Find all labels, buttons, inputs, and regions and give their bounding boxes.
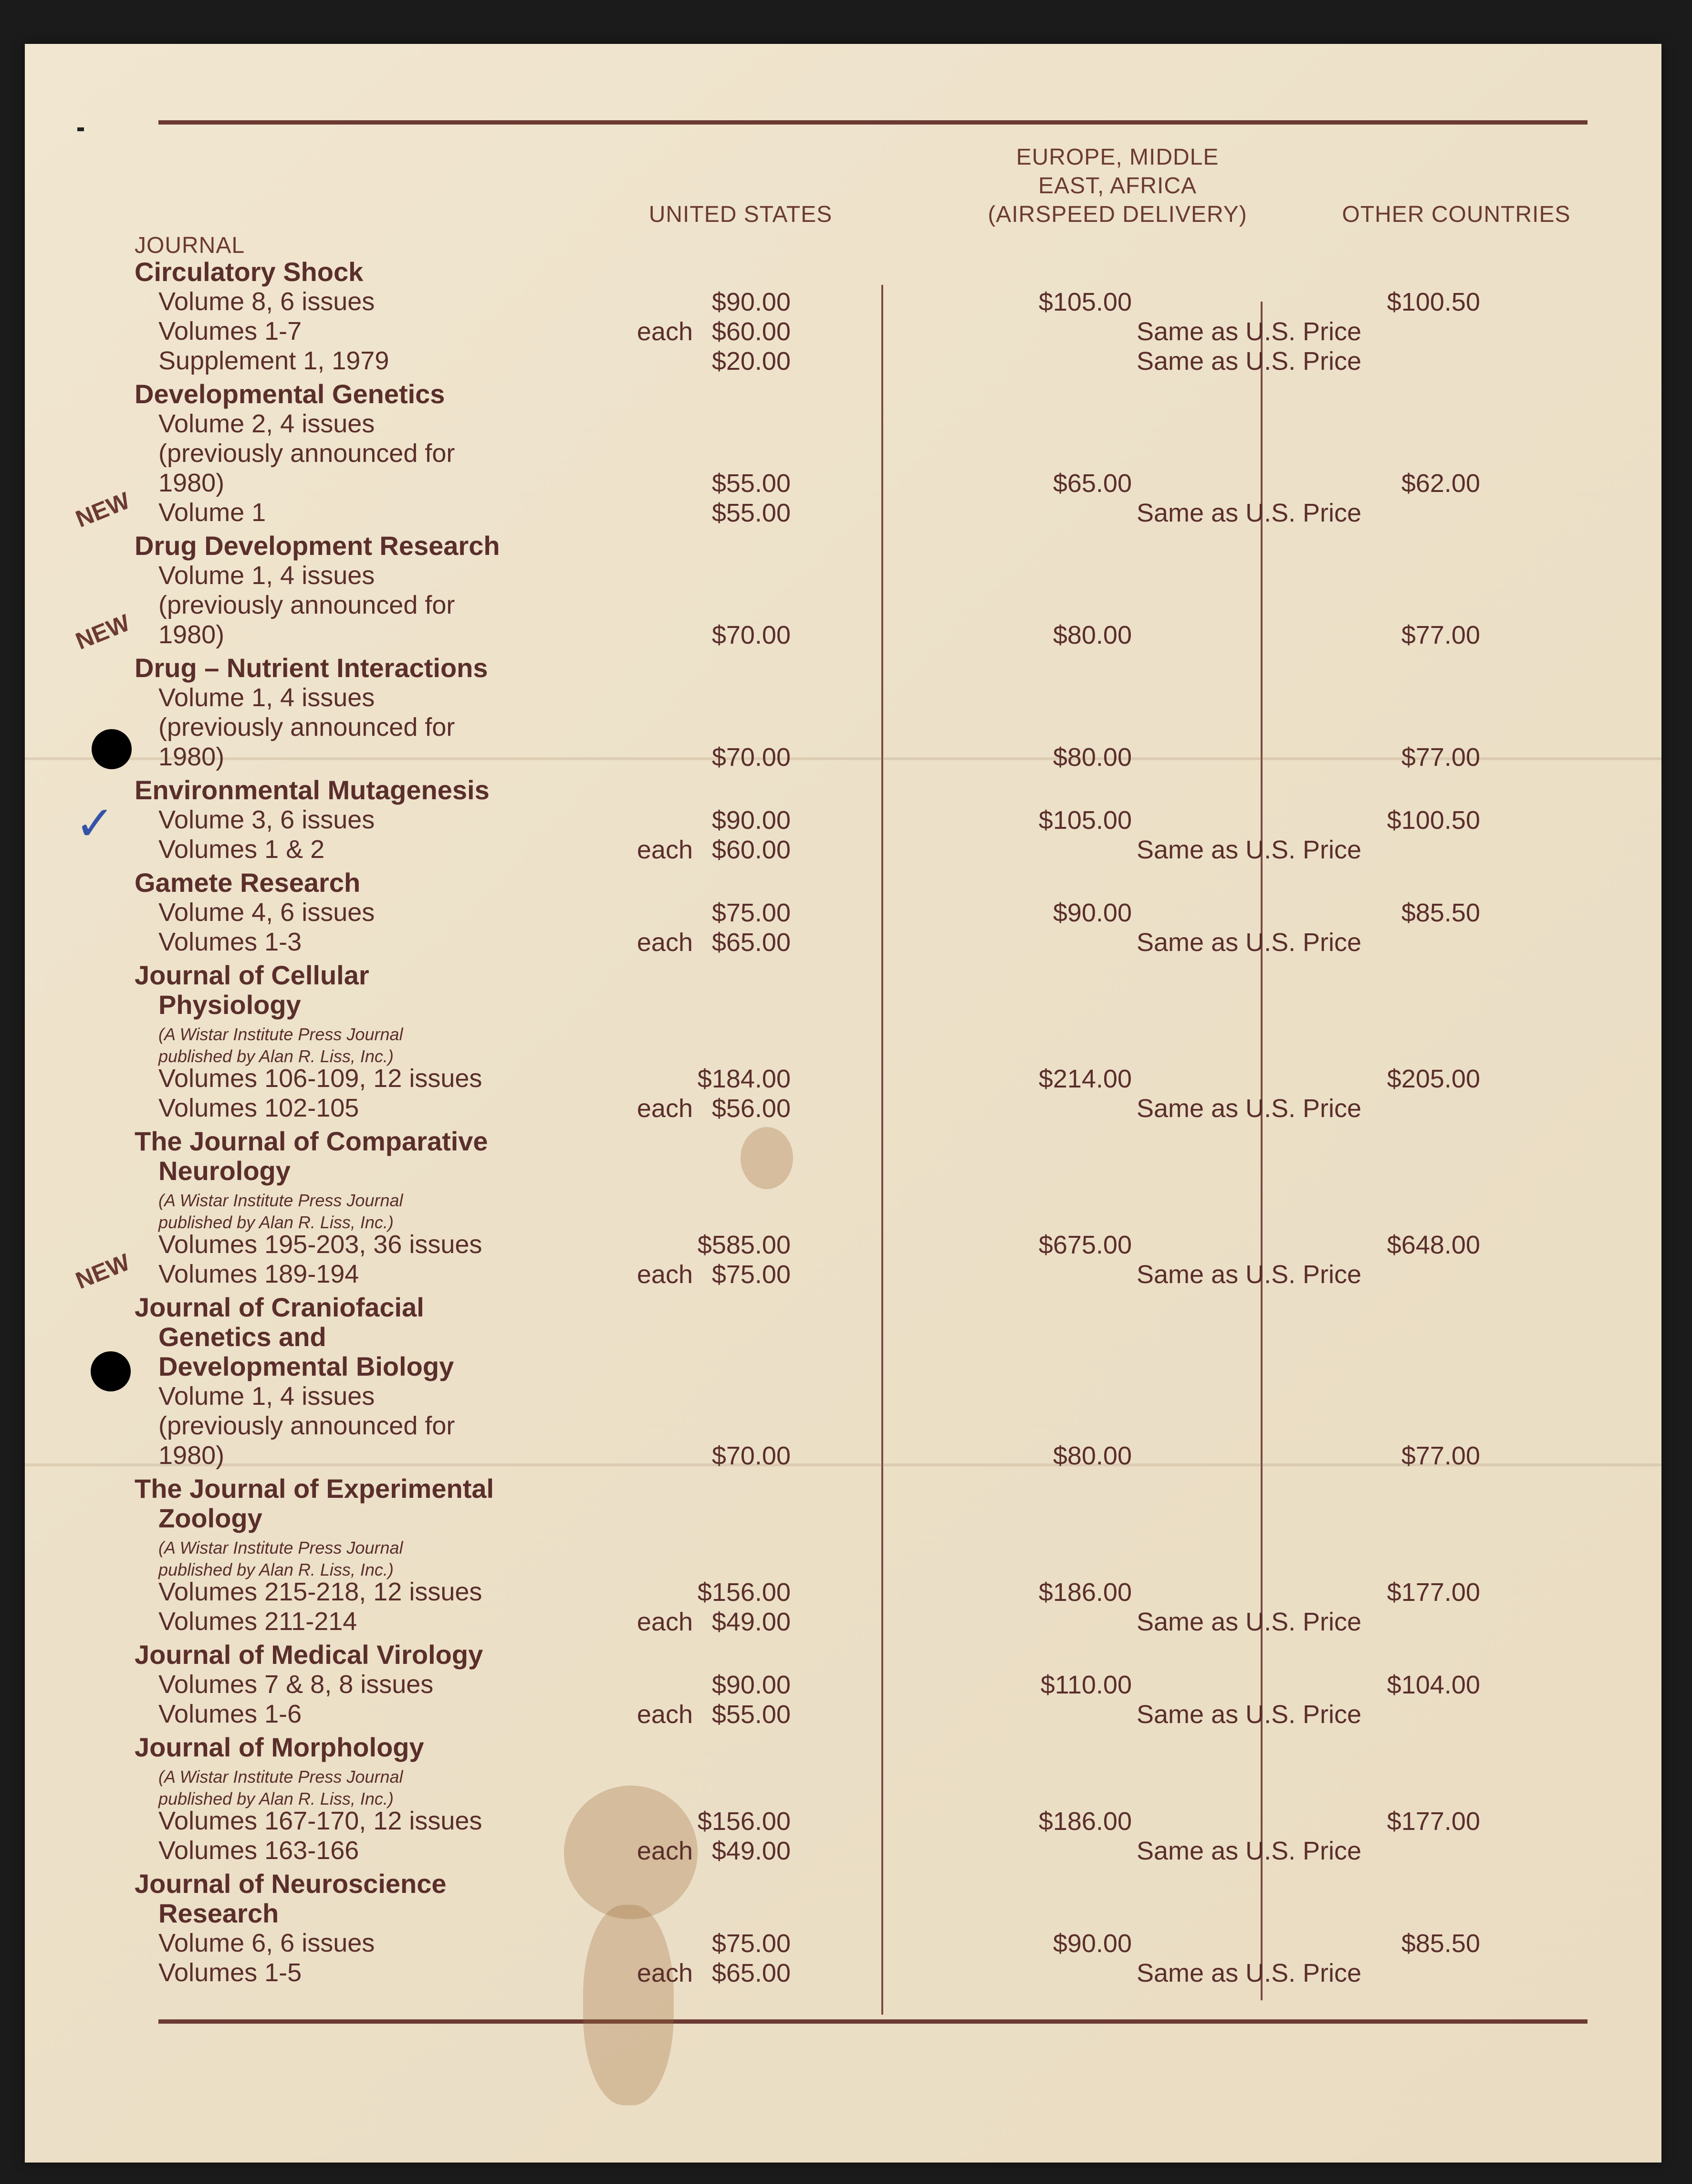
- each-label: each: [637, 317, 693, 346]
- header-other-countries: OTHER COUNTRIES: [1342, 202, 1571, 227]
- volume-line: Volumes 102-105: [158, 1094, 359, 1122]
- price-us: $49.00: [711, 1837, 791, 1865]
- mark: [77, 127, 84, 131]
- new-badge: NEW: [72, 487, 134, 533]
- price-us: $90.00: [711, 288, 791, 316]
- price-us: $70.00: [711, 1442, 791, 1470]
- same-as-us-price: Same as U.S. Price: [1137, 836, 1362, 864]
- header-europe-line2: EAST, AFRICA: [1038, 173, 1197, 199]
- volume-line: Volumes 106-109, 12 issues: [158, 1064, 482, 1093]
- price-us: $56.00: [711, 1094, 791, 1123]
- header-united-states: UNITED STATES: [648, 202, 833, 227]
- price-us: $55.00: [711, 1700, 791, 1729]
- price-other: $62.00: [1401, 469, 1480, 498]
- volume-line: Volume 3, 6 issues: [158, 805, 375, 834]
- same-as-us-price: Same as U.S. Price: [1137, 1260, 1362, 1289]
- journal-title-cont: Zoology: [158, 1503, 262, 1533]
- price-us: $70.00: [711, 743, 791, 772]
- publisher-note: (A Wistar Institute Press Journal: [158, 1191, 403, 1210]
- top-rule: [158, 120, 1588, 125]
- price-europe: $186.00: [1038, 1578, 1132, 1607]
- volume-line: 1980): [158, 469, 225, 497]
- price-us: $75.00: [711, 1260, 791, 1289]
- each-label: each: [637, 1959, 693, 1987]
- price-europe: $214.00: [1038, 1065, 1132, 1093]
- volume-line: Volumes 189-194: [158, 1260, 359, 1288]
- price-us: $156.00: [697, 1807, 791, 1836]
- header-journal: JOURNAL: [135, 233, 245, 258]
- same-as-us-price: Same as U.S. Price: [1137, 1608, 1362, 1636]
- same-as-us-price: Same as U.S. Price: [1137, 928, 1362, 957]
- price-europe: $105.00: [1038, 288, 1132, 316]
- journal-title: Circulatory Shock: [135, 257, 364, 287]
- volume-line: Volumes 1-3: [158, 928, 302, 956]
- check-mark-icon: ✓: [75, 795, 115, 851]
- same-as-us-price: Same as U.S. Price: [1137, 347, 1362, 376]
- price-other: $205.00: [1387, 1065, 1480, 1093]
- column-divider-right: [1261, 302, 1263, 2000]
- journal-title: Journal of Medical Virology: [135, 1640, 483, 1670]
- same-as-us-price: Same as U.S. Price: [1137, 317, 1362, 346]
- price-europe: $80.00: [1053, 743, 1132, 772]
- price-europe: $80.00: [1053, 1442, 1132, 1470]
- price-europe: $105.00: [1038, 806, 1132, 835]
- each-label: each: [637, 1837, 693, 1865]
- journal-title: Developmental Genetics: [135, 379, 445, 409]
- volume-line: 1980): [158, 620, 225, 649]
- volume-line: Supplement 1, 1979: [158, 346, 389, 375]
- volume-line: Volume 4, 6 issues: [158, 898, 375, 927]
- same-as-us-price: Same as U.S. Price: [1137, 499, 1362, 527]
- publisher-note: published by Alan R. Liss, Inc.): [158, 1789, 394, 1808]
- each-label: each: [637, 928, 693, 957]
- document-page: [25, 44, 1661, 2163]
- bottom-rule: [158, 2019, 1588, 2024]
- price-other: $177.00: [1387, 1807, 1480, 1836]
- price-us: $49.00: [711, 1608, 791, 1636]
- journal-title: The Journal of Experimental: [135, 1473, 494, 1504]
- volume-line: Volumes 1-6: [158, 1700, 302, 1728]
- volume-line: 1980): [158, 742, 225, 771]
- volume-line: Volume 1: [158, 498, 266, 527]
- price-other: $77.00: [1401, 1442, 1480, 1470]
- journal-title: Journal of Neuroscience: [135, 1869, 447, 1899]
- price-europe: $186.00: [1038, 1807, 1132, 1836]
- journal-title: Gamete Research: [135, 867, 361, 898]
- volume-line: Volumes 195-203, 36 issues: [158, 1230, 482, 1259]
- volume-line: Volume 1, 4 issues: [158, 561, 375, 590]
- header-europe-line1: EUROPE, MIDDLE: [1016, 145, 1219, 170]
- price-us: $60.00: [711, 836, 791, 864]
- same-as-us-price: Same as U.S. Price: [1137, 1959, 1362, 1987]
- volume-line: (previously announced for: [158, 439, 455, 468]
- price-europe: $110.00: [1040, 1671, 1132, 1699]
- journal-title-cont: Developmental Biology: [158, 1351, 454, 1381]
- journal-title: Journal of Craniofacial: [135, 1292, 424, 1322]
- price-europe: $675.00: [1038, 1231, 1132, 1259]
- volume-line: Volumes 163-166: [158, 1836, 359, 1865]
- journal-title-cont: Physiology: [158, 990, 301, 1020]
- price-europe: $90.00: [1053, 899, 1132, 927]
- journal-title-cont: Research: [158, 1898, 279, 1928]
- publisher-note: published by Alan R. Liss, Inc.): [158, 1560, 394, 1579]
- price-us: $75.00: [711, 899, 791, 927]
- price-us: $55.00: [711, 499, 791, 527]
- price-other: $177.00: [1387, 1578, 1480, 1607]
- publisher-note: (A Wistar Institute Press Journal: [158, 1538, 403, 1557]
- journal-title-cont: Neurology: [158, 1156, 291, 1186]
- price-other: $85.50: [1401, 1929, 1480, 1958]
- volume-line: Volume 8, 6 issues: [158, 287, 375, 316]
- volume-line: 1980): [158, 1441, 225, 1470]
- price-us: $90.00: [711, 1671, 791, 1699]
- journal-title-cont: Genetics and: [158, 1322, 326, 1352]
- volume-line: Volumes 167-170, 12 issues: [158, 1807, 482, 1835]
- journal-title: Environmental Mutagenesis: [135, 775, 490, 805]
- volume-line: Volume 1, 4 issues: [158, 683, 375, 712]
- price-other: $85.50: [1401, 899, 1480, 927]
- price-us: $55.00: [711, 469, 791, 498]
- price-other: $104.00: [1387, 1671, 1480, 1699]
- volume-line: Volumes 1-5: [158, 1958, 302, 1987]
- price-us: $20.00: [711, 347, 791, 376]
- each-label: each: [637, 1094, 693, 1123]
- volume-line: Volume 6, 6 issues: [158, 1929, 375, 1957]
- price-other: $100.50: [1387, 806, 1480, 835]
- each-label: each: [637, 1608, 693, 1636]
- price-other: $100.50: [1387, 288, 1480, 316]
- publisher-note: (A Wistar Institute Press Journal: [158, 1767, 403, 1787]
- stain: [741, 1127, 793, 1189]
- price-us: $156.00: [697, 1578, 791, 1607]
- price-us: $585.00: [697, 1231, 791, 1259]
- volume-line: Volume 1, 4 issues: [158, 1382, 375, 1411]
- volume-line: Volumes 211-214: [158, 1607, 357, 1636]
- volume-line: (previously announced for: [158, 1411, 455, 1440]
- price-other: $77.00: [1401, 743, 1480, 772]
- price-us: $90.00: [711, 806, 791, 835]
- price-other: $77.00: [1401, 621, 1480, 649]
- journal-title: Journal of Morphology: [135, 1732, 424, 1762]
- new-badge: NEW: [72, 1248, 134, 1295]
- journal-title: The Journal of Comparative: [135, 1126, 488, 1156]
- each-label: each: [637, 836, 693, 864]
- volume-line: (previously announced for: [158, 591, 455, 619]
- journal-title: Journal of Cellular: [135, 960, 369, 990]
- journal-title: Drug – Nutrient Interactions: [135, 653, 488, 683]
- volume-line: Volumes 215-218, 12 issues: [158, 1578, 482, 1606]
- header-europe-line3: (AIRSPEED DELIVERY): [988, 202, 1247, 227]
- price-us: $70.00: [711, 621, 791, 649]
- volume-line: Volume 2, 4 issues: [158, 409, 375, 438]
- same-as-us-price: Same as U.S. Price: [1137, 1094, 1362, 1123]
- publisher-note: published by Alan R. Liss, Inc.): [158, 1046, 394, 1066]
- volume-line: Volumes 7 & 8, 8 issues: [158, 1670, 434, 1699]
- price-us: $184.00: [697, 1065, 791, 1093]
- each-label: each: [637, 1260, 693, 1289]
- price-other: $648.00: [1387, 1231, 1480, 1259]
- journal-title: Drug Development Research: [135, 531, 500, 561]
- price-us: $65.00: [711, 928, 791, 957]
- volume-line: Volumes 1-7: [158, 317, 302, 345]
- price-europe: $65.00: [1053, 469, 1132, 498]
- new-badge: NEW: [72, 609, 134, 655]
- price-us: $65.00: [711, 1959, 791, 1987]
- stain: [583, 1905, 674, 2105]
- price-us: $60.00: [711, 317, 791, 346]
- price-europe: $80.00: [1053, 621, 1132, 649]
- each-label: each: [637, 1700, 693, 1729]
- volume-line: (previously announced for: [158, 713, 455, 742]
- price-europe: $90.00: [1053, 1929, 1132, 1958]
- publisher-note: (A Wistar Institute Press Journal: [158, 1024, 403, 1044]
- same-as-us-price: Same as U.S. Price: [1137, 1837, 1362, 1865]
- same-as-us-price: Same as U.S. Price: [1137, 1700, 1362, 1729]
- punch-hole: [92, 729, 132, 769]
- column-divider-left: [881, 285, 883, 2015]
- price-us: $75.00: [711, 1929, 791, 1958]
- punch-hole: [91, 1351, 131, 1391]
- volume-line: Volumes 1 & 2: [158, 835, 325, 864]
- publisher-note: published by Alan R. Liss, Inc.): [158, 1212, 394, 1232]
